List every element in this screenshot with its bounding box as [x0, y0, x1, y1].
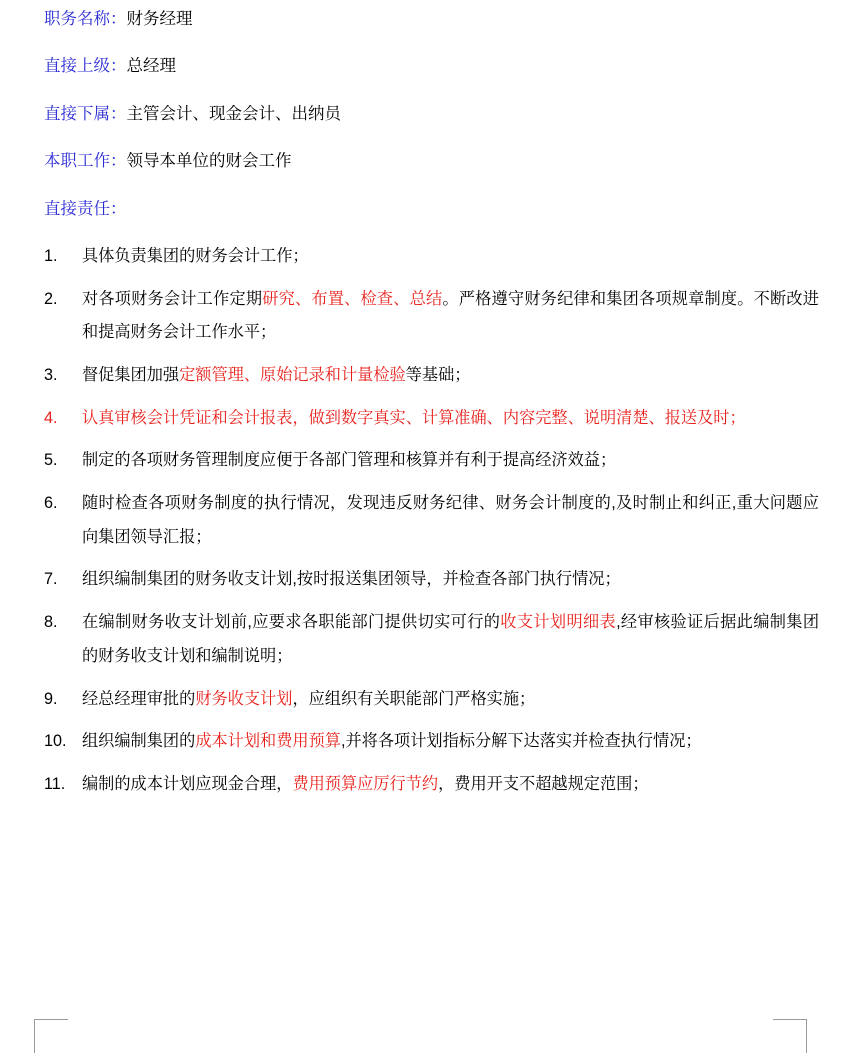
duty-number: 3.	[44, 366, 58, 385]
duty-item	[44, 768, 819, 802]
duty-number: 7.	[44, 570, 58, 589]
field-value: 总经理	[126, 57, 176, 76]
duty-item	[44, 444, 819, 478]
duty-text-segment: 经总经理审批的	[82, 689, 196, 708]
duty-text-segment: 数字真实、计算准确、内容完整、说明清楚、报送及时	[341, 408, 730, 427]
duty-text-segment: 随时检查各项财务制度的执行情况，发现违反财务纪律、财务会计制度的,及时制止和纠正,重大问题应向集团领导汇报；	[82, 494, 819, 546]
field-value: 主管会计、现金会计、出纳员	[126, 104, 341, 123]
duty-text-segment: 等基础；	[405, 366, 471, 385]
duty-item	[44, 240, 819, 274]
duty-text-segment: 收支计划明细表	[500, 613, 617, 632]
duty-text-segment: 在编制财务收支计划前,应要求各职能部门提供切实可行的	[82, 613, 501, 632]
duty-item	[44, 283, 819, 350]
corner-mark-left	[34, 1019, 68, 1053]
duty-text-segment: ；	[729, 408, 746, 427]
duty-text	[82, 494, 819, 546]
duty-text	[82, 690, 535, 708]
field-label: 本职工作：	[44, 152, 127, 171]
duty-text	[82, 570, 621, 588]
duty-text-segment: 督促集团加强	[82, 366, 180, 385]
duty-text-segment: 对各项财务会计工作定期	[82, 289, 263, 308]
duty-text-segment: 费用预算应厉行节约	[292, 774, 439, 793]
duty-text-segment: ，费用开支不超越规定范围；	[438, 774, 649, 793]
field-value: 领导本单位的财会工作	[126, 152, 292, 171]
duty-number: 6.	[44, 494, 58, 513]
duty-item	[44, 725, 819, 759]
duty-text	[82, 247, 309, 265]
field-label: 职务名称：	[44, 10, 127, 28]
duty-text-segment: 组织编制集团的	[82, 732, 196, 751]
duty-text	[82, 613, 819, 665]
duty-text-segment: 研究、布置、检查、总结	[262, 289, 443, 308]
duty-text-segment: 认真	[82, 408, 115, 427]
duty-number: 1.	[44, 246, 58, 265]
duty-text-segment: 编制的成本计划应现金合理，	[82, 774, 293, 793]
duty-text	[82, 290, 819, 342]
duty-number: 4.	[44, 408, 58, 427]
duty-text-segment: 具体负责集团的财务会计工作；	[82, 246, 309, 265]
field-list	[44, 6, 819, 175]
duty-text-segment: 财务收支计划	[195, 689, 293, 708]
duty-item	[44, 487, 819, 554]
duty-text-segment: 。严格遵守财务纪律和集团各项规章制度。不断改进和提高财务会计工作水平；	[82, 289, 819, 342]
duty-number: 5.	[44, 451, 58, 470]
duty-text	[82, 409, 746, 427]
duty-text-segment: ，应组织有关职能部门严格实施；	[292, 689, 536, 708]
duty-text-segment: 组织编制集团的财务收支计划,按时报送集团领导，并检查各部门执行情况；	[82, 570, 621, 589]
page-corner-marks	[0, 1013, 841, 1053]
field-row-job-title	[44, 6, 819, 32]
duty-text-segment: 成本计划和费用预算	[195, 732, 341, 751]
duty-text	[82, 366, 471, 384]
duty-number: 11.	[44, 774, 66, 793]
field-row-main-job	[44, 148, 819, 174]
duty-number: 8.	[44, 613, 58, 632]
duty-item	[44, 683, 819, 717]
duty-text-segment: ,经审核验证后据此编制集团的财务收支计划和编制说明；	[82, 613, 820, 665]
duties-list	[44, 240, 819, 802]
duty-text-segment: ，做到	[292, 408, 341, 427]
duty-text-segment: 审核会计凭证和会计报表	[114, 408, 293, 427]
duty-text	[82, 775, 649, 793]
duty-text	[82, 451, 616, 469]
field-row-direct-subordinates	[44, 101, 819, 127]
duty-text-segment: ,并将各项计划指标分解下达落实并检查执行情况；	[341, 732, 702, 751]
duty-item	[44, 359, 819, 393]
field-label: 直接上级：	[44, 57, 127, 76]
duty-number: 10.	[44, 732, 67, 751]
field-row-direct-superior	[44, 53, 819, 79]
duty-item	[44, 563, 819, 597]
field-value: 财务经理	[126, 10, 193, 28]
duty-number: 9.	[44, 689, 58, 708]
corner-mark-right	[773, 1019, 807, 1053]
duty-text-segment: 制定的各项财务管理制度应便于各部门管理和核算并有利于提高经济效益；	[82, 451, 617, 470]
duty-text	[82, 732, 702, 750]
duty-number: 2.	[44, 289, 58, 308]
duty-text-segment: 定额管理、原始记录和计量检验	[179, 366, 406, 385]
field-label: 直接下属：	[44, 104, 127, 123]
duty-item	[44, 402, 819, 436]
section-heading-direct-responsibilities: 直接责任：	[44, 199, 127, 218]
duty-item	[44, 606, 819, 673]
